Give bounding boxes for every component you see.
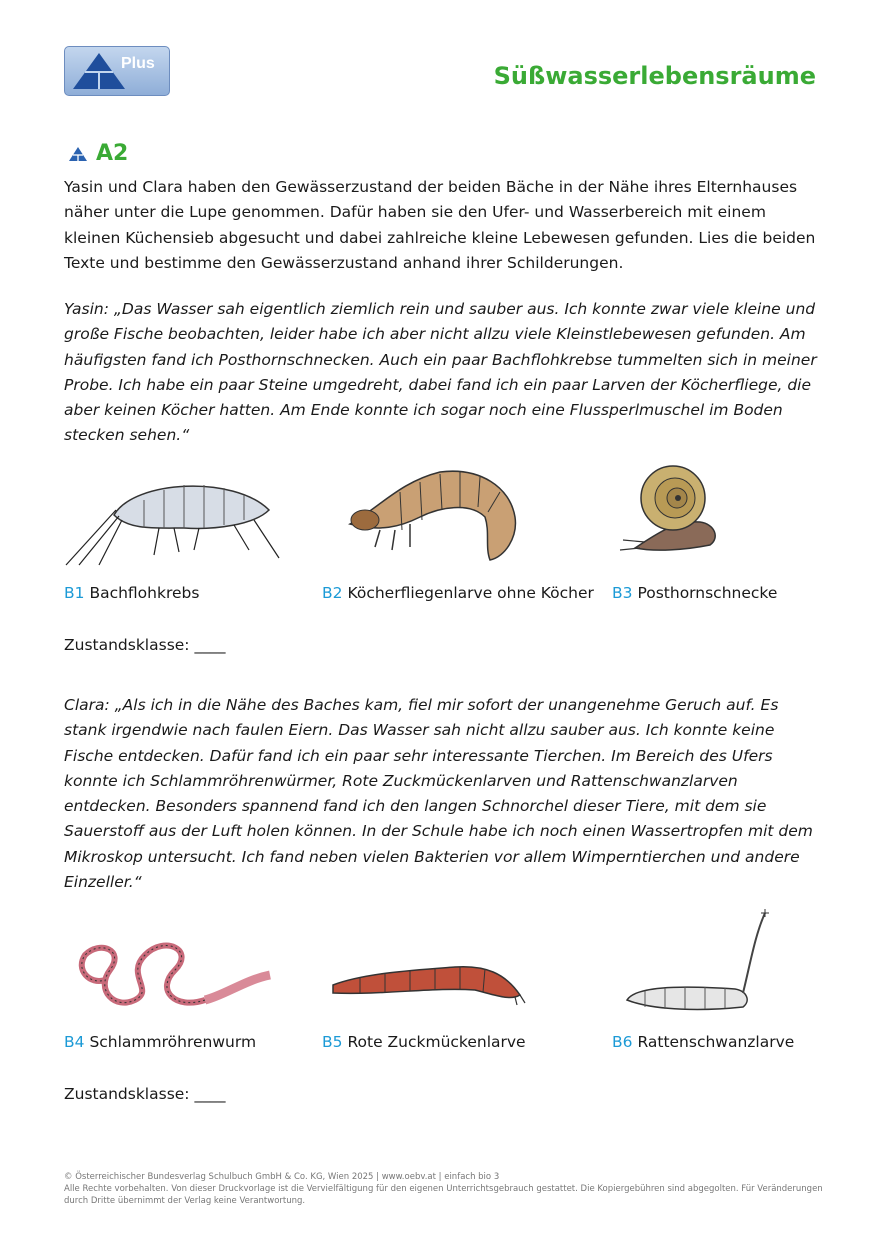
task-intro: Yasin und Clara haben den Gewässerzustand der beiden Bäche in der Nähe ihres Elternhauses näher unter die Lupe genommen. Dafür haben sie den Ufer- und Wasserbereich mit einem kleinen Küchensieb abgesucht und dabei zahlreiche kleine Lebewesen gefunden. Lies die beiden Texte und bestimme den Gewässerzustand anhand ihrer Schilderungen. bbox=[64, 178, 816, 272]
figure-name: Posthornschnecke bbox=[637, 584, 778, 602]
task-triangle-icon bbox=[68, 146, 88, 162]
figure-name: Köcherfliegenlarve ohne Köcher bbox=[347, 584, 594, 602]
posthornschnecke-illustration bbox=[615, 460, 725, 560]
bachflohkrebs-illustration bbox=[64, 470, 289, 570]
figure-caption-b2 bbox=[322, 584, 594, 602]
koecherfliegenlarve-illustration bbox=[340, 462, 525, 567]
figure-number: B4 bbox=[64, 1033, 85, 1051]
schlammroehrenwurm-illustration bbox=[75, 930, 275, 1010]
figure-name: Bachflohkrebs bbox=[89, 584, 200, 602]
figure-number: B2 bbox=[322, 584, 343, 602]
yasin-text: Yasin: „Das Wasser sah eigentlich ziemlich rein und sauber aus. Ich konnte zwar viele kleine und große Fische beobachten, leider habe ich aber nicht allzu viele Kleinstlebewesen gefunden. Am häufigsten fand ich Posthornschnecken. Auch ein paar Bachflohkrebse tummelten sich in meiner Probe. Ich habe ein paar Steine umgedreht, dabei fand ich ein paar Larven der Köcherfliege, die aber keinen Köcher hatten. Am Ende konnte ich sogar noch eine Flussperlmuschel im Boden stecken sehen.“ bbox=[64, 300, 817, 445]
rattenschwanzlarve-illustration bbox=[615, 905, 790, 1015]
zustandsklasse-2: Zustandsklasse: ____ bbox=[64, 1085, 226, 1103]
figure-caption-b3 bbox=[612, 584, 777, 602]
task-label: A2 bbox=[96, 141, 129, 166]
zustandsklasse-1: Zustandsklasse: ____ bbox=[64, 636, 226, 654]
figure-name: Schlammröhrenwurm bbox=[89, 1033, 257, 1051]
figure-number: B5 bbox=[322, 1033, 343, 1051]
rote-zuckmueckenlarve-illustration bbox=[325, 955, 530, 1010]
clara-text: Clara: „Als ich in die Nähe des Baches kam, fiel mir sofort der unangenehme Geruch auf. Es stank irgendwie nach faulen Eiern. Das Wasser sah nicht allzu sauber aus. Ich konnte keine Fische entdecken. Dafür fand ich ein paar sehr interessante Tierchen. Im Bereich des Ufers konnte ich Schlammröhrenwürmer, Rote Zuckmückenlarven und Rattenschwanzlarven entdecken. Besonders spannend fand ich den langen Schnorchel dieser Tiere, mit dem sie Sauerstoff aus der Luft holen können. In der Schule habe ich noch einen Wassertropfen mit dem Mikroskop untersucht. Ich fand neben vielen Bakterien vor allem Wimperntierchen und andere Einzeller.“ bbox=[64, 696, 813, 892]
page-title: Süßwasserlebensräume bbox=[493, 62, 816, 90]
plus-logo bbox=[64, 46, 170, 96]
footer-rights: Alle Rechte vorbehalten. Von dieser Druckvorlage ist die Vervielfältigung für den eigenen Unterrichtsgebrauch gestattet. Die Kopiergebühren sind abgegolten. Für Veränderungen durch Dritte übernimmt der Verlag keine Verantwortung. bbox=[64, 1184, 823, 1206]
logo-text: Plus bbox=[121, 55, 155, 72]
figure-name: Rattenschwanzlarve bbox=[637, 1033, 795, 1051]
figure-caption-b4 bbox=[64, 1033, 256, 1051]
figure-number: B6 bbox=[612, 1033, 633, 1051]
footer bbox=[64, 1171, 824, 1207]
figure-number: B1 bbox=[64, 584, 85, 602]
footer-copyright: © Österreichischer Bundesverlag Schulbuch GmbH & Co. KG, Wien 2025 | www.oebv.at | einfach bio 3 bbox=[64, 1172, 500, 1182]
figure-name: Rote Zuckmückenlarve bbox=[347, 1033, 526, 1051]
figure-caption-b6 bbox=[612, 1033, 794, 1051]
figure-caption-b1 bbox=[64, 584, 199, 602]
figure-number: B3 bbox=[612, 584, 633, 602]
figure-caption-b5 bbox=[322, 1033, 526, 1051]
